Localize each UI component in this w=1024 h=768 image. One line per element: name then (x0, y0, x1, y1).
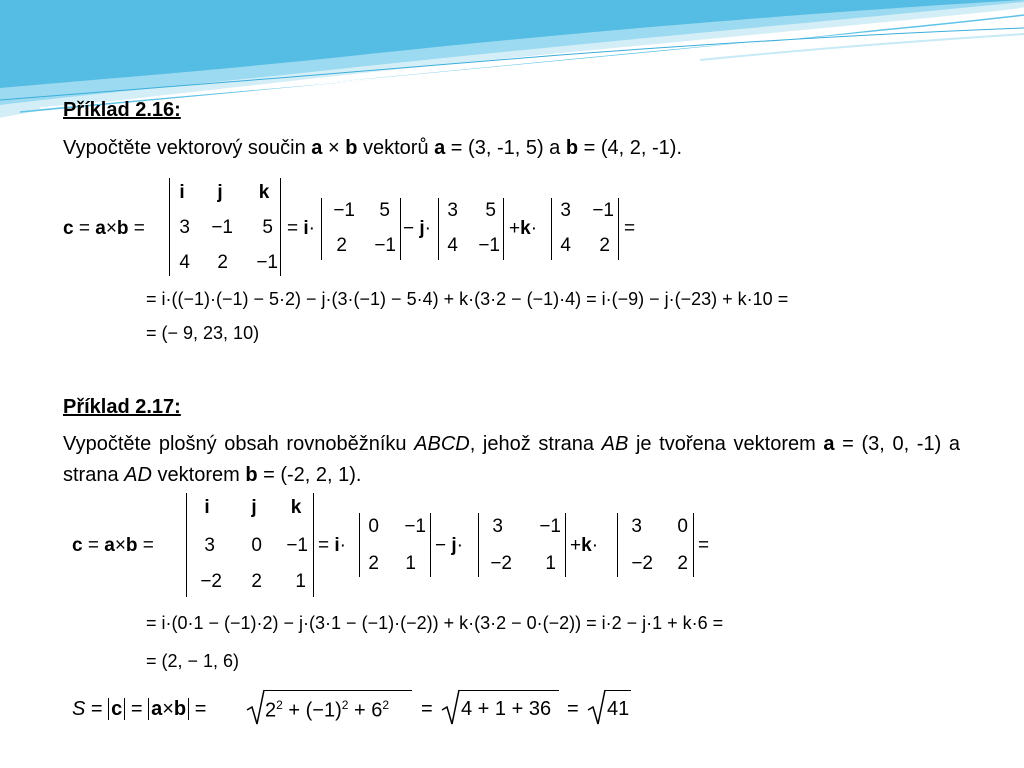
result-line: = (2, − 1, 6) (146, 651, 240, 671)
det-cell: 4 (179, 252, 190, 273)
minor-cell: −2 (631, 553, 653, 574)
det-cell: 5 (262, 217, 273, 238)
expansion-line: = i·((−1)·(−1) − 5·2) − j·(3·(−1) − 5·4) + k·(3·2 − (−1)·4) = i·(−9) − j·(−23) + k·10 = (146, 289, 789, 309)
expansion-i-term: = i· (287, 218, 315, 239)
det-cell: −2 (200, 571, 222, 592)
det-cell: −1 (211, 217, 233, 238)
det-cell: 3 (204, 535, 215, 556)
minor-cell: 1 (545, 553, 556, 574)
minor-cell: 2 (599, 235, 610, 256)
radicand: $2^2 + (-1)^2 + 6^2$ (265, 698, 390, 722)
det-cell: i (179, 182, 185, 203)
minor-cell: 0 (368, 516, 379, 537)
det-cell: j (251, 497, 257, 518)
minor-cell: 3 (560, 200, 571, 221)
sqrt-bar (264, 690, 412, 691)
det-cell: 1 (295, 571, 306, 592)
equals-sign: = (421, 698, 433, 720)
minor-cell: −1 (478, 235, 500, 256)
minor-cell: 0 (677, 516, 688, 537)
minor-cell: −1 (374, 235, 396, 256)
det-cell: 2 (251, 571, 262, 592)
det-cell: 0 (251, 535, 262, 556)
expansion-k-term: +k· (509, 218, 538, 239)
example-title: Příklad 2.16: (63, 99, 181, 121)
minor-cell: 5 (379, 200, 390, 221)
wave-line-4 (700, 34, 1024, 60)
minor-cell: 4 (447, 235, 458, 256)
det-cell: 3 (179, 217, 190, 238)
expansion-k-term: +k· (570, 535, 599, 556)
radicand: 41 (607, 698, 630, 720)
sqrt-bar (459, 690, 559, 691)
det-cell: −1 (256, 252, 278, 273)
radicand: 4 + 1 + 36 (461, 698, 552, 720)
minor-cell: 2 (677, 553, 688, 574)
expansion-j-term: − j· (403, 218, 431, 239)
cross-product-lhs: c = a×b = (63, 218, 145, 239)
minor-cell: 1 (405, 553, 416, 574)
det-cell: k (290, 497, 302, 518)
expansion-i-term: = i· (318, 535, 346, 556)
minor-cell: 5 (485, 200, 496, 221)
det-cell: 2 (217, 252, 228, 273)
sqrt-sign (245, 688, 265, 728)
minor-cell: 2 (368, 553, 379, 574)
minor-cell: 3 (447, 200, 458, 221)
minor-cell: −1 (404, 516, 426, 537)
expansion-j-term: − j· (435, 535, 463, 556)
det-cell: i (204, 497, 210, 518)
equals-sign: = (624, 218, 636, 239)
minor-cell: 3 (492, 516, 503, 537)
example-task: Vypočtěte plošný obsah rovnoběžníku ABCD, jehož strana AB je tvořena vektorem a = (3, 0, -1) a strana AD vektorem b = (-2, 2, 1). (63, 433, 961, 486)
equals-sign: = (567, 698, 579, 720)
minor-cell: 4 (560, 235, 571, 256)
cross-product-lhs: c = a×b = (72, 535, 154, 556)
example-title: Příklad 2.17: (63, 396, 181, 418)
area-formula: S = c = a×b = (72, 698, 207, 720)
example-task: Vypočtěte vektorový součin a × b vektorů a = (3, -1, 5) a b = (4, 2, -1). (63, 137, 683, 159)
minor-cell: −1 (539, 516, 561, 537)
equals-sign: = (698, 535, 710, 556)
minor-cell: −1 (333, 200, 355, 221)
result-line: = (− 9, 23, 10) (146, 323, 260, 343)
minor-cell: 3 (631, 516, 642, 537)
minor-cell: −1 (592, 200, 614, 221)
minor-cell: 2 (336, 235, 347, 256)
sqrt-sign (586, 688, 606, 728)
sqrt-bar (605, 690, 631, 691)
det-cell: j (217, 182, 223, 203)
minor-cell: −2 (490, 553, 512, 574)
det-cell: −1 (286, 535, 308, 556)
det-cell: k (258, 182, 270, 203)
sqrt-sign (440, 688, 460, 728)
expansion-line: = i·(0·1 − (−1)·2) − j·(3·1 − (−1)·(−2)) + k·(3·2 − 0·(−2)) = i·2 − j·1 + k·6 = (146, 613, 724, 633)
